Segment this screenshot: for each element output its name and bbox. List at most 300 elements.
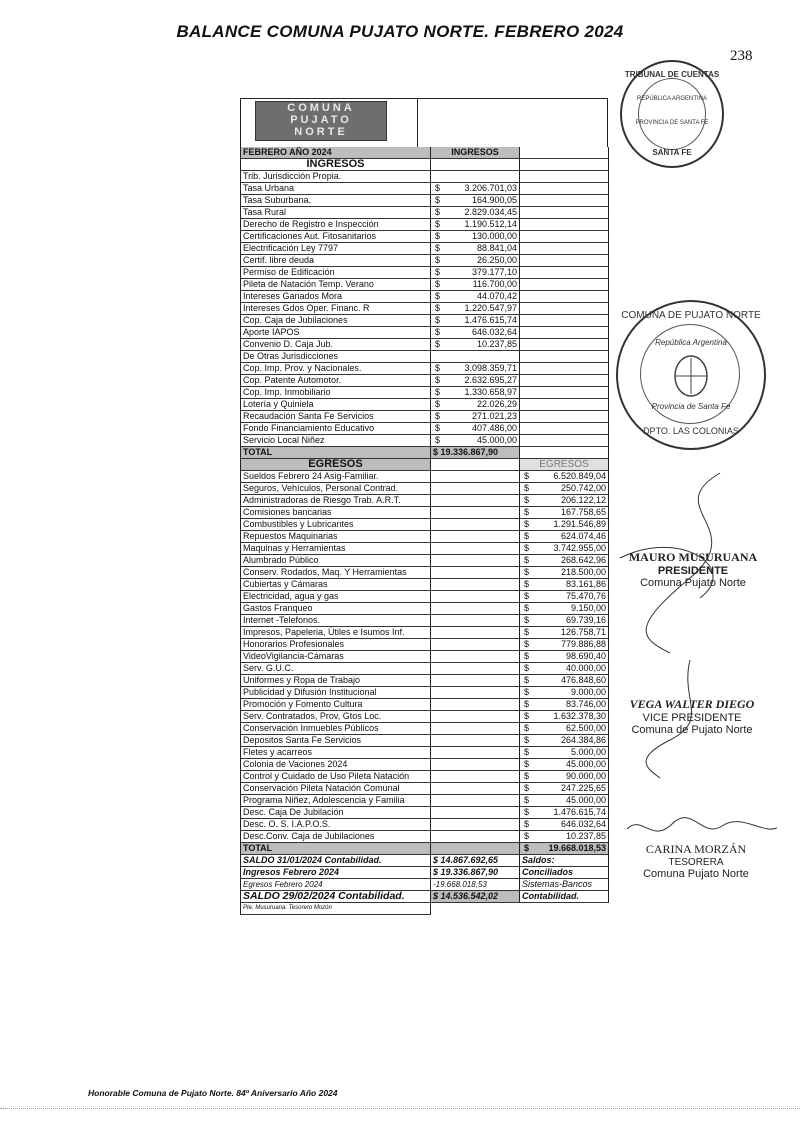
saldo-value: -19.668.018,53 xyxy=(431,879,520,891)
empty-cell xyxy=(431,843,520,855)
empty-cell xyxy=(431,687,520,699)
item-label: Honorarios Profesionales xyxy=(241,639,431,651)
empty-cell xyxy=(520,423,609,435)
ingreso-amount xyxy=(431,375,520,387)
amount-value: 1.632.378,30 xyxy=(553,711,606,721)
currency-sign: $ xyxy=(435,279,441,289)
ingreso-amount xyxy=(431,339,520,351)
egreso-row xyxy=(241,495,609,507)
ingreso-amount xyxy=(431,303,520,315)
page-title: BALANCE COMUNA PUJATO NORTE. FEBRERO 2024 xyxy=(176,22,624,41)
currency-sign: $ xyxy=(524,519,530,529)
egreso-row xyxy=(241,591,609,603)
empty-cell xyxy=(431,579,520,591)
egreso-amount xyxy=(520,819,609,831)
currency-sign: $ xyxy=(524,795,530,805)
empty-cell xyxy=(431,483,520,495)
amount-value: 6.520.849,04 xyxy=(553,471,606,481)
egreso-row xyxy=(241,615,609,627)
empty-cell xyxy=(520,207,609,219)
amount-value: 62.500,00 xyxy=(565,723,606,733)
egreso-amount xyxy=(520,747,609,759)
egreso-amount xyxy=(520,795,609,807)
empty-cell xyxy=(520,279,609,291)
empty-cell xyxy=(431,627,520,639)
egreso-amount xyxy=(520,483,609,495)
ingreso-row xyxy=(241,255,609,267)
egreso-amount xyxy=(520,495,609,507)
empty-cell xyxy=(520,447,609,459)
amount-value: 247.225,65 xyxy=(560,783,606,793)
item-label: Aporte IAPOS xyxy=(241,327,431,339)
amount-value: 624.074,46 xyxy=(560,531,606,541)
ingreso-row xyxy=(241,423,609,435)
amount-value: 88.841,04 xyxy=(476,243,517,253)
ingreso-row xyxy=(241,279,609,291)
egreso-amount xyxy=(520,831,609,843)
coat-of-arms-icon xyxy=(671,354,711,398)
egreso-row xyxy=(241,771,609,783)
signature-block-president: MAURO MUSURUANA PRESIDENTE Comuna Pujato Norte xyxy=(628,550,758,589)
currency-sign: $ xyxy=(524,675,530,685)
ingreso-amount xyxy=(431,399,520,411)
page-footer: Honorable Comuna de Pujato Norte. 84º Aniversario Año 2024 xyxy=(88,1088,338,1098)
ingreso-row xyxy=(241,183,609,195)
ingreso-amount xyxy=(431,183,520,195)
saldo-row xyxy=(241,855,609,867)
comuna-seal: COMUNA DE PUJATO NORTE República Argentina Provincia de Santa Fe DPTO. LAS COLONIAS xyxy=(616,300,766,450)
egreso-row xyxy=(241,795,609,807)
currency-sign: $ xyxy=(524,711,530,721)
amount-value: 10.237,85 xyxy=(476,339,517,349)
item-label: Cop. Imp. Prov. y Nacionales. xyxy=(241,363,431,375)
egreso-row xyxy=(241,747,609,759)
amount-value: 44.070,42 xyxy=(476,291,517,301)
amount-value: 10.237,85 xyxy=(565,831,606,841)
item-label: Promoción y Fomento Cultura xyxy=(241,699,431,711)
egreso-row xyxy=(241,603,609,615)
egreso-row xyxy=(241,567,609,579)
ingreso-amount xyxy=(431,219,520,231)
saldo-value: $ 14.536.542,02 xyxy=(431,891,520,903)
currency-sign: $ xyxy=(435,255,441,265)
item-label: Repuestos Maquinarias xyxy=(241,531,431,543)
egreso-amount xyxy=(520,531,609,543)
egresos-column-header: EGRESOS xyxy=(520,459,609,471)
amount-value: 646.032,64 xyxy=(471,327,517,337)
amount-value: 1.190.512,14 xyxy=(464,219,517,229)
saldo-row xyxy=(241,867,609,879)
egreso-amount xyxy=(520,591,609,603)
ingreso-amount xyxy=(431,435,520,447)
amount-value: 407.486,00 xyxy=(471,423,517,433)
balance-table xyxy=(240,147,609,915)
egreso-amount xyxy=(520,543,609,555)
footer-divider xyxy=(0,1108,800,1109)
ingreso-row xyxy=(241,327,609,339)
egreso-row xyxy=(241,675,609,687)
currency-sign: $ xyxy=(524,699,530,709)
item-label: Intereses Gdos Oper. Financ. R xyxy=(241,303,431,315)
egreso-amount xyxy=(520,663,609,675)
currency-sign: $ xyxy=(524,543,530,553)
item-label: Administradoras de Riesgo Trab. A.R.T. xyxy=(241,495,431,507)
amount-value: 98.690,40 xyxy=(565,651,606,661)
balance-sheet xyxy=(240,98,608,915)
ingreso-amount xyxy=(431,291,520,303)
currency-sign: $ xyxy=(435,231,441,241)
currency-sign: $ xyxy=(435,207,441,217)
currency-sign: $ xyxy=(435,435,441,445)
amount-value: 271.021,23 xyxy=(471,411,517,421)
saldo-label: Ingresos Febrero 2024 xyxy=(241,867,431,879)
comuna-logo: COMUNA PUJATO NORTE xyxy=(255,101,387,141)
item-label: VideoVigilancia-Cámaras xyxy=(241,651,431,663)
ingreso-row xyxy=(241,195,609,207)
item-label: Conserv. Rodados, Maq. Y Herramientas xyxy=(241,567,431,579)
amount-value: 379.177,10 xyxy=(471,267,517,277)
amount-value: 1.220.547,97 xyxy=(464,303,517,313)
egreso-row xyxy=(241,531,609,543)
item-label: Control y Cuidado de Uso Pileta Natación xyxy=(241,771,431,783)
item-label: Serv. G.U.C. xyxy=(241,663,431,675)
ingreso-row xyxy=(241,399,609,411)
egreso-amount xyxy=(520,783,609,795)
amount-value: 218.500,00 xyxy=(560,567,606,577)
egreso-amount xyxy=(520,675,609,687)
empty-cell xyxy=(431,519,520,531)
subsection-label: Trib. Jurisdicción Propia. xyxy=(241,171,431,183)
empty-cell xyxy=(431,663,520,675)
item-label: Depositos Santa Fe Servicios xyxy=(241,735,431,747)
item-label: Cubiertas y Cámaras xyxy=(241,579,431,591)
currency-sign: $ xyxy=(435,183,441,193)
ingreso-row xyxy=(241,387,609,399)
ingreso-row xyxy=(241,363,609,375)
ingreso-row xyxy=(241,435,609,447)
egresos-total-row xyxy=(241,843,609,855)
subsection-label: De Otras Jurisdicciones xyxy=(241,351,431,363)
empty-cell xyxy=(520,159,609,171)
empty-cell xyxy=(431,759,520,771)
egreso-row xyxy=(241,507,609,519)
amount-value: 45.000,00 xyxy=(476,435,517,445)
ingreso-row xyxy=(241,219,609,231)
item-label: Recaudación Santa Fe Servicios xyxy=(241,411,431,423)
amount-value: 3.098.359,71 xyxy=(464,363,517,373)
item-label: Fletes y acarreos xyxy=(241,747,431,759)
empty-cell xyxy=(520,147,609,159)
item-label: Cop. Patente Automotor. xyxy=(241,375,431,387)
empty-cell xyxy=(431,783,520,795)
item-label: Desc. O. S. I.A.P.O.S. xyxy=(241,819,431,831)
item-label: Maquinas y Herramientas xyxy=(241,543,431,555)
total-label: TOTAL xyxy=(241,447,431,459)
ingreso-row xyxy=(241,243,609,255)
ingreso-amount xyxy=(431,231,520,243)
egreso-amount xyxy=(520,699,609,711)
saldo-label: Egresos Febrero 2024 xyxy=(241,879,431,891)
item-label: Desc.Conv. Caja de Jubilaciones xyxy=(241,831,431,843)
saldo-note: Contabilidad. xyxy=(520,891,609,903)
currency-sign: $ xyxy=(524,591,530,601)
period-header-row xyxy=(241,147,609,159)
amount-value: 779.886,88 xyxy=(560,639,606,649)
item-label: Cop. Imp. Inmobiliario xyxy=(241,387,431,399)
amount-value: 45.000,00 xyxy=(565,759,606,769)
egreso-amount xyxy=(520,627,609,639)
egreso-row xyxy=(241,831,609,843)
ingresos-section-row xyxy=(241,159,609,171)
ingreso-amount xyxy=(431,363,520,375)
empty-cell xyxy=(431,819,520,831)
item-label: Cop. Caja de Jubilaciones xyxy=(241,315,431,327)
currency-sign: $ xyxy=(524,651,530,661)
egreso-row xyxy=(241,651,609,663)
item-label: Intereses Ganados Mora xyxy=(241,291,431,303)
currency-sign: $ xyxy=(435,423,441,433)
currency-sign: $ xyxy=(524,507,530,517)
egreso-amount xyxy=(520,771,609,783)
amount-value: 45.000,00 xyxy=(565,795,606,805)
currency-sign: $ xyxy=(524,819,530,829)
empty-cell xyxy=(431,459,520,471)
amount-value: 3.206.701,03 xyxy=(464,183,517,193)
ingreso-amount xyxy=(431,195,520,207)
empty-cell xyxy=(431,351,520,363)
item-label: Comisiones bancarias xyxy=(241,507,431,519)
ingreso-amount xyxy=(431,243,520,255)
amount-value: 75.470,76 xyxy=(565,591,606,601)
egreso-row xyxy=(241,483,609,495)
amount-value: 206.122,12 xyxy=(560,495,606,505)
amount-value: 9.150,00 xyxy=(570,603,606,613)
currency-sign: $ xyxy=(435,291,441,301)
currency-sign: $ xyxy=(524,831,530,841)
empty-cell xyxy=(520,411,609,423)
egresos-section-row xyxy=(241,459,609,471)
item-label: Tasa Suburbana. xyxy=(241,195,431,207)
empty-cell xyxy=(431,639,520,651)
empty-cell xyxy=(520,903,609,915)
empty-cell xyxy=(520,231,609,243)
amount-value: 83.746,00 xyxy=(565,699,606,709)
page-number: 238 xyxy=(730,48,753,64)
amount-value: 268.642,96 xyxy=(560,555,606,565)
egreso-amount xyxy=(520,615,609,627)
empty-cell xyxy=(520,243,609,255)
signature-block-treasurer: CARINA MORZÁN TESORERA Comuna Pujato Norte xyxy=(643,842,749,880)
egreso-row xyxy=(241,711,609,723)
amount-value: 22.026,29 xyxy=(476,399,517,409)
currency-sign: $ xyxy=(435,219,441,229)
currency-sign: $ xyxy=(524,747,530,757)
empty-cell xyxy=(431,507,520,519)
empty-cell xyxy=(520,303,609,315)
currency-sign: $ xyxy=(524,723,530,733)
egreso-amount xyxy=(520,639,609,651)
empty-cell xyxy=(520,339,609,351)
currency-sign: $ xyxy=(524,687,530,697)
amount-value: 19.668.018,53 xyxy=(548,843,606,853)
egreso-row xyxy=(241,819,609,831)
ingreso-row xyxy=(241,207,609,219)
amount-value: 2.632.695,27 xyxy=(464,375,517,385)
item-label: Electrificación Ley 7797 xyxy=(241,243,431,255)
egreso-amount xyxy=(520,735,609,747)
ingreso-amount xyxy=(431,315,520,327)
currency-sign: $ xyxy=(524,531,530,541)
empty-cell xyxy=(520,219,609,231)
egreso-row xyxy=(241,543,609,555)
item-label: Lotería y Quiniela xyxy=(241,399,431,411)
currency-sign: $ xyxy=(524,771,530,781)
item-label: Serv. Contratados, Prov, Gtos Loc. xyxy=(241,711,431,723)
currency-sign: $ xyxy=(524,615,530,625)
item-label: Alumbrado Público xyxy=(241,555,431,567)
amount-value: 26.250,00 xyxy=(476,255,517,265)
empty-cell xyxy=(431,567,520,579)
currency-sign: $ xyxy=(524,471,530,481)
item-label: Fondo Financiamiento Educativo xyxy=(241,423,431,435)
ingreso-row xyxy=(241,267,609,279)
egreso-amount xyxy=(520,711,609,723)
empty-cell xyxy=(431,795,520,807)
amount-value: 126.758,71 xyxy=(560,627,606,637)
ingreso-amount xyxy=(431,279,520,291)
egreso-amount xyxy=(520,603,609,615)
empty-cell xyxy=(431,171,520,183)
ingresos-total-value: $ 19.336.867,90 xyxy=(431,447,520,459)
amount-value: 40.000,00 xyxy=(565,663,606,673)
currency-sign: $ xyxy=(524,735,530,745)
empty-cell xyxy=(520,387,609,399)
item-label: Colonia de Vaciones 2024 xyxy=(241,759,431,771)
egreso-amount xyxy=(520,723,609,735)
egreso-amount xyxy=(520,807,609,819)
empty-cell xyxy=(431,603,520,615)
empty-cell xyxy=(431,531,520,543)
currency-sign: $ xyxy=(524,579,530,589)
empty-cell xyxy=(431,903,520,915)
empty-cell xyxy=(520,399,609,411)
currency-sign: $ xyxy=(435,267,441,277)
empty-cell xyxy=(431,591,520,603)
egreso-amount xyxy=(520,519,609,531)
item-label: Certificaciones Aut. Fitosanitarios xyxy=(241,231,431,243)
ingreso-row xyxy=(241,339,609,351)
period-label: FEBRERO AÑO 2024 xyxy=(241,147,431,159)
currency-sign: $ xyxy=(435,303,441,313)
egreso-row xyxy=(241,471,609,483)
currency-sign: $ xyxy=(524,483,530,493)
amount-value: 90.000,00 xyxy=(565,771,606,781)
saldo-row xyxy=(241,891,609,903)
signature-block-vice-president: VEGA WALTER DIEGO VICE PRESIDENTE Comuna de Pujato Norte xyxy=(629,697,755,736)
empty-cell xyxy=(431,675,520,687)
empty-cell xyxy=(431,807,520,819)
amount-value: 130.000,00 xyxy=(471,231,517,241)
currency-sign: $ xyxy=(524,759,530,769)
ingreso-amount xyxy=(431,387,520,399)
empty-cell xyxy=(520,315,609,327)
currency-sign: $ xyxy=(435,315,441,325)
empty-cell xyxy=(520,375,609,387)
item-label: Internet -Telefonos. xyxy=(241,615,431,627)
currency-sign: $ xyxy=(524,627,530,637)
signers-note: Pte. Musuruana. Tesorero Mozón xyxy=(241,903,431,915)
item-label: Derecho de Registro e Inspección xyxy=(241,219,431,231)
egreso-amount xyxy=(520,507,609,519)
item-label: Certif. libre deuda xyxy=(241,255,431,267)
currency-sign: $ xyxy=(435,399,441,409)
egresos-section-title: EGRESOS xyxy=(241,459,431,471)
empty-cell xyxy=(431,747,520,759)
currency-sign: $ xyxy=(524,495,530,505)
item-label: Desc. Caja De Jubilación xyxy=(241,807,431,819)
saldo-note: Conciliados xyxy=(520,867,609,879)
currency-sign: $ xyxy=(435,339,441,349)
empty-cell xyxy=(431,771,520,783)
empty-cell xyxy=(431,471,520,483)
egreso-amount xyxy=(520,555,609,567)
saldo-note: Sistemas-Bancos xyxy=(520,879,609,891)
saldo-row xyxy=(241,879,609,891)
ingreso-amount xyxy=(431,255,520,267)
ingreso-row xyxy=(241,303,609,315)
egreso-row xyxy=(241,699,609,711)
egreso-amount xyxy=(520,651,609,663)
empty-cell xyxy=(431,699,520,711)
currency-sign: $ xyxy=(524,843,530,853)
signature-scribble-3 xyxy=(622,814,782,844)
egreso-row xyxy=(241,579,609,591)
ingresos-column-header: INGRESOS xyxy=(431,147,520,159)
egreso-amount xyxy=(520,579,609,591)
item-label: Convenio D. Caja Jub. xyxy=(241,339,431,351)
empty-cell xyxy=(520,267,609,279)
amount-value: 1.476.615,74 xyxy=(464,315,517,325)
item-label: Publicidad y Difusión Institucional xyxy=(241,687,431,699)
amount-value: 3.742.955,00 xyxy=(553,543,606,553)
ingresos-total-row xyxy=(241,447,609,459)
empty-cell xyxy=(520,255,609,267)
saldo-label: SALDO 29/02/2024 Contabilidad. xyxy=(241,891,431,903)
amount-value: 164.900,05 xyxy=(471,195,517,205)
currency-sign: $ xyxy=(524,783,530,793)
egreso-row xyxy=(241,723,609,735)
empty-cell xyxy=(431,555,520,567)
egreso-row xyxy=(241,783,609,795)
egreso-amount xyxy=(520,471,609,483)
signers-note-row xyxy=(241,903,609,915)
item-label: Electricidad, agua y gas xyxy=(241,591,431,603)
currency-sign: $ xyxy=(435,375,441,385)
egreso-amount xyxy=(520,567,609,579)
currency-sign: $ xyxy=(524,567,530,577)
amount-value: 250.742,00 xyxy=(560,483,606,493)
item-label: Permiso de Edificación xyxy=(241,267,431,279)
egreso-row xyxy=(241,687,609,699)
item-label: Conservación Inmuebles Públicos xyxy=(241,723,431,735)
amount-value: 69.739,16 xyxy=(565,615,606,625)
egreso-row xyxy=(241,555,609,567)
empty-cell xyxy=(431,735,520,747)
ingreso-row xyxy=(241,231,609,243)
logo-row xyxy=(240,98,608,147)
empty-cell xyxy=(431,543,520,555)
total-label: TOTAL xyxy=(241,843,431,855)
